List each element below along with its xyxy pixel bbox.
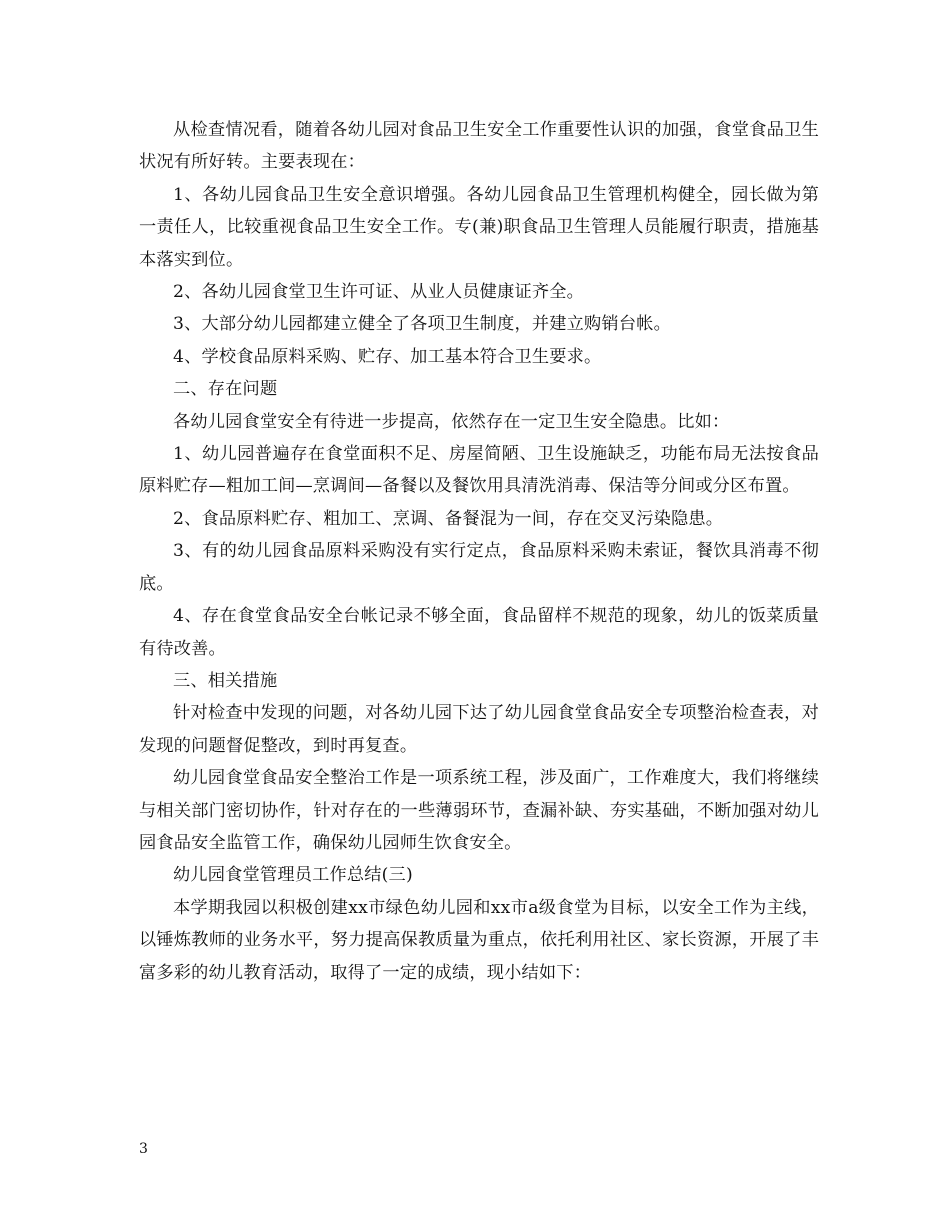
paragraph-measures: 针对检查中发现的问题，对各幼儿园下达了幼儿园食堂食品安全专项整治检查表，对发现的问题督促整改，到时再复查。 xyxy=(139,703,819,756)
section-heading-summary-3: 幼儿园食堂管理员工作总结(三) xyxy=(173,865,413,886)
paragraph-item-2-licenses: 2、各幼儿园食堂卫生许可证、从业人员健康证齐全。 xyxy=(173,282,585,303)
section-heading-problems: 二、存在问题 xyxy=(173,379,278,400)
paragraph-problem-1: 1、幼儿园普遍存在食堂面积不足、房屋简陋、卫生设施缺乏，功能布局无法按食品原料贮存—粗加工间—烹调间—备餐以及餐饮用具清洗消毒、保洁等分间或分区布置。 xyxy=(139,444,819,497)
paragraph-problem-2: 2、食品原料贮存、粗加工、烹调、备餐混为一间，存在交叉污染隐患。 xyxy=(173,508,724,529)
paragraph-conclusion: 幼儿园食堂食品安全整治工作是一项系统工程，涉及面广，工作难度大，我们将继续与相关部门密切协作，针对存在的一些薄弱环节，查漏补缺、夯实基础，不断加强对幼儿园食品安全监管工作，确保幼儿园师生饮食安全。 xyxy=(139,768,819,853)
paragraph-item-1-awareness: 1、各幼儿园食品卫生安全意识增强。各幼儿园食品卫生管理机构健全，园长做为第一责任人，比较重视食品卫生安全工作。专(兼)职食品卫生管理人员能履行职责，措施基本落实到位。 xyxy=(139,184,819,270)
page-number: 3 xyxy=(139,1141,148,1157)
paragraph-item-4-procurement: 4、学校食品原料采购、贮存、加工基本符合卫生要求。 xyxy=(173,346,602,367)
paragraph-inspection-overview: 从检查情况看，随着各幼儿园对食品卫生安全工作重要性认识的加强，食堂食品卫生状况有所好转。主要表现在： xyxy=(139,120,819,173)
paragraph-summary-intro: 本学期我园以积极创建xx市绿色幼儿园和xx市a级食堂为目标，以安全工作为主线，以锤炼教师的业务水平，努力提高保教质量为重点，依托利用社区、家长资源，开展了丰富多彩的幼儿教育活动，取得了一定的成绩，现小结如下： xyxy=(139,897,819,983)
body-text xyxy=(139,114,819,989)
section-heading-measures: 三、相关措施 xyxy=(173,670,278,691)
paragraph-problem-3: 3、有的幼儿园食品原料采购没有实行定点，食品原料采购未索证，餐饮具消毒不彻底。 xyxy=(139,541,819,594)
paragraph-problem-4: 4、存在食堂食品安全台帐记录不够全面，食品留样不规范的现象，幼儿的饭菜质量有待改善。 xyxy=(139,606,819,659)
paragraph-problems-intro: 各幼儿园食堂安全有待进一步提高，依然存在一定卫生安全隐患。比如： xyxy=(173,411,730,432)
paragraph-item-3-rules: 3、大部分幼儿园都建立健全了各项卫生制度，并建立购销台帐。 xyxy=(173,314,671,335)
